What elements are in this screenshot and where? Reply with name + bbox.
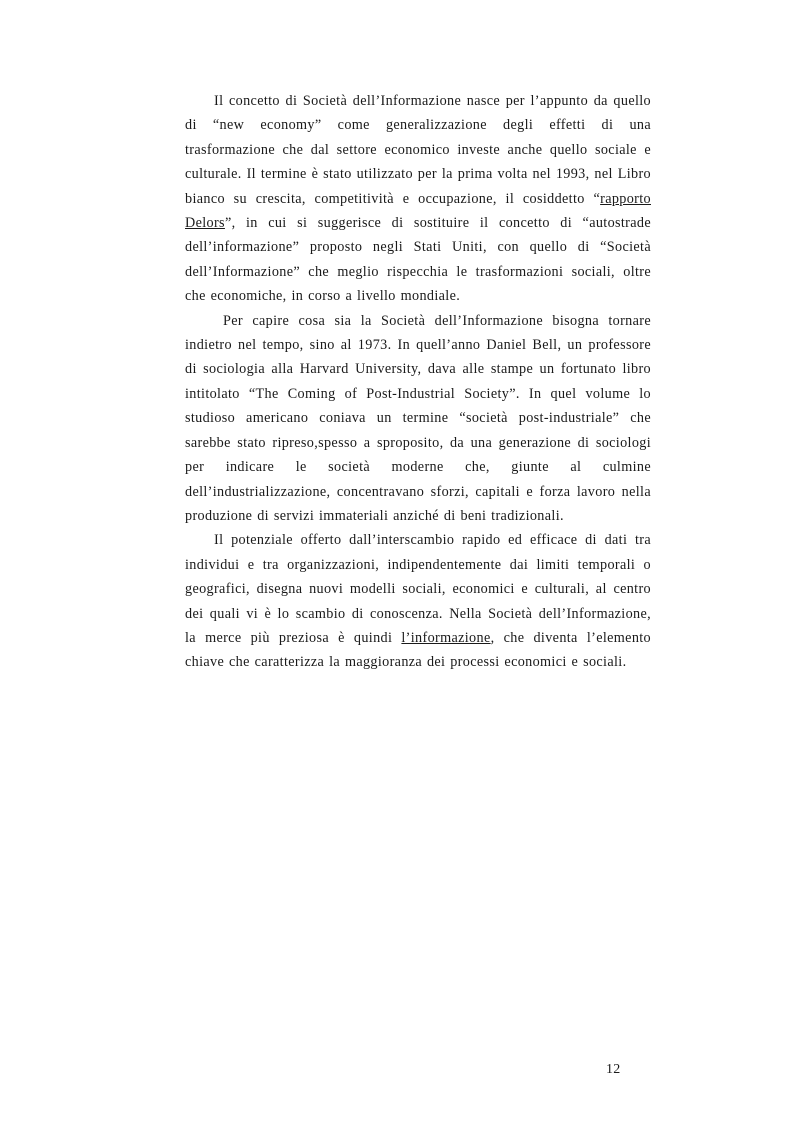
informazione-link[interactable]: l’informazione xyxy=(401,629,491,646)
body-text xyxy=(185,89,651,675)
paragraph-text: , che diventa l’elemento chiave che caratterizza la maggioranza dei processi economici e sociali. xyxy=(185,629,651,671)
paragraph xyxy=(185,89,651,309)
page-number: 12 xyxy=(606,1062,621,1077)
paragraph-text: Il concetto di Società dell’Informazione nasce per l’appunto da quello di “new economy” come generalizzazione degli effetti di una trasformazione che dal settore economico investe anche quello sociale e culturale. Il termine è stato utilizzato per la prima volta nel 1993, nel Libro bianco su crescita, competitività e occupazione, il cosiddetto “ xyxy=(185,93,651,207)
rapporto-delors-link[interactable]: rapporto Delors xyxy=(185,190,651,232)
paragraph xyxy=(185,309,651,529)
paragraph-text: ”, in cui si suggerisce di sostituire il concetto di “autostrade dell’informazione” proposto negli Stati Uniti, con quello di “Società dell’Informazione” che meglio rispecchia le trasformazioni sociali, oltre che economiche, in corso a livello mondiale. xyxy=(185,215,651,305)
paragraph-text: Il potenziale offerto dall’interscambio rapido ed efficace di dati tra individui e tra organizzazioni, indipendentemente dai limiti temporali o geografici, disegna nuovi modelli sociali, economici e culturali, al centro dei quali vi è lo scambio di conoscenza. Nella Società dell’Informazione, la merce più preziosa è quindi xyxy=(185,532,651,646)
paragraph xyxy=(185,528,651,674)
paragraph-text: Per capire cosa sia la Società dell’Informazione bisogna tornare indietro nel tempo, sino al 1973. In quell’anno Daniel Bell, un professore di sociologia alla Harvard University, dava alle stampe un fortunato libro intitolato “The Coming of Post-Industrial Society”. In quel volume lo studioso americano coniava un termine “società post-industriale” che sarebbe stato ripreso,spesso a sproposito, da una generazione di sociologi per indicare le società moderne che, giunte al culmine dell’industrializzazione, concentravano sforzi, capitali e forza lavoro nella produzione di servizi immateriali anziché di beni tradizionali. xyxy=(185,312,651,524)
